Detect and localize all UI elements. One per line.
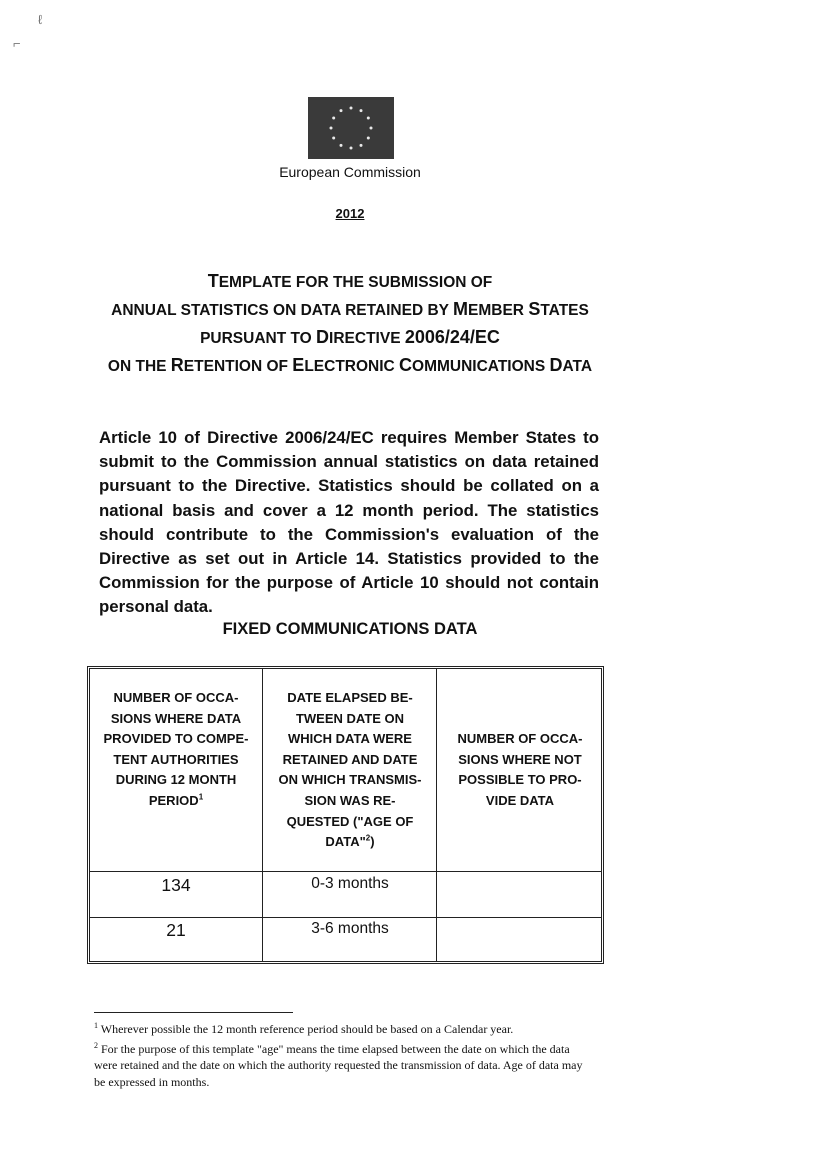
scan-artifact-mark: ℓ [38, 12, 43, 27]
intro-paragraph: Article 10 of Directive 2006/24/EC requires Member States to submit to the Commission annual statistics on data retained pursuant to the Directive. Statistics should be collated on a national basis and cover a 12 month period. The statistics should contribute to the Commission's evaluation of the Directive as set out in Article 14. Statistics provided to the Commission for the purpose of Article 10 should not contain personal data. [99, 428, 599, 617]
title-text: EMPLATE FOR THE SUBMISSION OF [218, 274, 493, 291]
footnote-text: Wherever possible the 12 month reference period should be based on a Calendar year. [98, 1022, 514, 1036]
header-age-of-data [264, 688, 436, 853]
header-text: DATE ELAPSED BE- TWEEN DATE ON WHICH DATA WERE RETAINED AND DATE ON WHICH TRANSMIS- SION WAS RE- QUESTED ("AGE OF DATA" [278, 690, 422, 850]
organization-name: European Commission [279, 164, 421, 180]
flag-star-icon [360, 109, 363, 112]
flag-background [308, 97, 394, 159]
flag-star-icon [350, 147, 353, 150]
flag-star-icon [332, 137, 335, 140]
footnote-separator [94, 1012, 293, 1013]
cell-occasions: 134 [161, 875, 191, 895]
document-year: 2012 [335, 206, 365, 221]
title-initial: 2006/24/EC [404, 327, 500, 347]
title-initial: C [399, 355, 413, 375]
title-line-1 [60, 268, 640, 296]
title-initial: T [207, 271, 219, 291]
title-initial: E [292, 355, 305, 375]
title-initial: S [528, 299, 541, 319]
footnote-ref: 2 [365, 833, 371, 843]
title-text: ON THE [107, 358, 171, 375]
statistics-table [87, 666, 604, 964]
cell-occasions: 21 [166, 920, 186, 940]
flag-star-icon [340, 144, 343, 147]
title-line-4 [60, 352, 640, 380]
flag-star-icon [367, 137, 370, 140]
footnote-ref: 1 [198, 792, 204, 802]
title-line-3 [60, 324, 640, 352]
scan-artifact-mark: ⌐ [13, 36, 21, 51]
flag-star-icon [340, 109, 343, 112]
title-text: ANNUAL STATISTICS ON DATA RETAINED BY [111, 302, 454, 319]
title-initial: M [453, 299, 469, 319]
title-text: EMBER [468, 302, 529, 319]
flag-star-icon [367, 117, 370, 120]
header-text: ) [370, 834, 375, 850]
document-title [60, 268, 640, 380]
title-initial: D [549, 355, 563, 375]
title-text: ETENTION OF [183, 358, 293, 375]
flag-star-icon [360, 144, 363, 147]
header-text: NUMBER OF OCCA- SIONS WHERE NOT POSSIBLE TO PRO- VIDE DATA [457, 731, 583, 808]
title-text: LECTRONIC [304, 358, 400, 375]
eu-flag-stars [308, 97, 394, 159]
footnote-marker: 2 [94, 1040, 98, 1050]
section-heading: FIXED COMMUNICATIONS DATA [222, 620, 478, 638]
footnotes [94, 1018, 584, 1090]
title-text: ATA [562, 358, 593, 375]
flag-star-icon [330, 127, 333, 130]
footnote-marker: 1 [94, 1021, 98, 1030]
table-row-divider [90, 871, 601, 872]
cell-age: 3-6 months [311, 920, 389, 937]
title-text: IRECTIVE [329, 330, 405, 347]
flag-star-icon [332, 117, 335, 120]
header-text: NUMBER OF OCCA- SIONS WHERE DATA PROVIDED TO COMPE- TENT AUTHORITIES DURING 12 MONTH PERIOD [103, 690, 249, 808]
eu-flag-icon [308, 97, 394, 159]
footnote-2 [94, 1038, 584, 1091]
cell-age: 0-3 months [311, 875, 389, 892]
title-text: TATES [540, 302, 589, 319]
header-not-possible [438, 729, 602, 811]
title-line-2 [60, 296, 640, 324]
footnote-text: For the purpose of this template "age" means the time elapsed between the date on which the data were retained and the date on which the authority requested the transmission of data. Age of data may be expressed in months. [94, 1041, 583, 1089]
title-initial: R [170, 355, 184, 375]
footnote-1 [94, 1018, 584, 1038]
header-occasions-provided [90, 688, 262, 812]
flag-star-icon [350, 107, 353, 110]
title-text: OMMUNICATIONS [412, 358, 550, 375]
title-initial: D [316, 327, 330, 347]
flag-star-icon [370, 127, 373, 130]
title-text: PURSUANT TO [200, 330, 317, 347]
table-row-divider [90, 917, 601, 918]
